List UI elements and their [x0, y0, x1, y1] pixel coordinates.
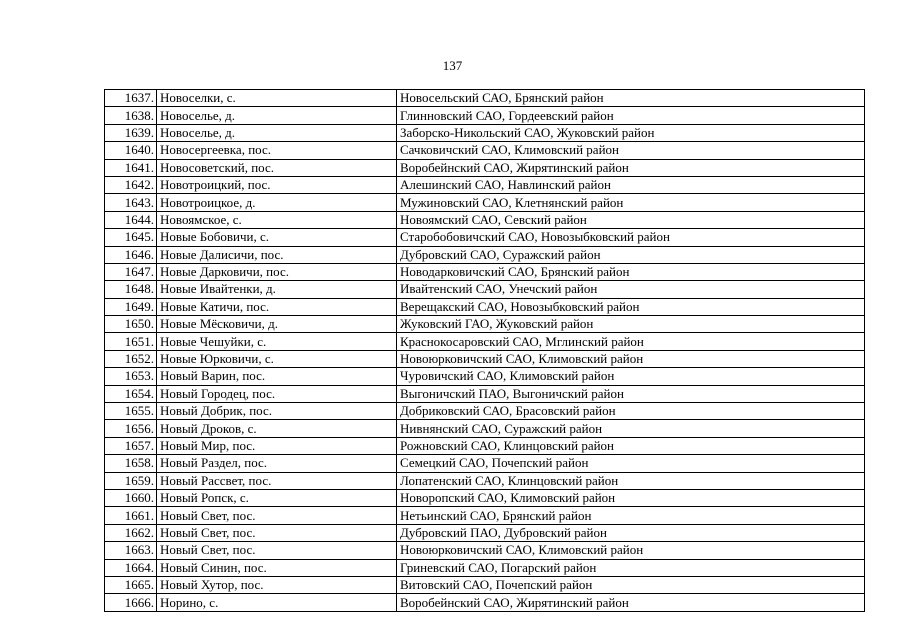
row-number-cell: 1643. — [105, 194, 157, 211]
settlement-name-cell: Новый Свет, пос. — [157, 507, 397, 524]
table-row — [105, 281, 865, 298]
administrative-unit-cell: Нетьинский САО, Брянский район — [397, 507, 865, 524]
administrative-unit-cell: Дубровский ПАО, Дубровский район — [397, 524, 865, 541]
table-row — [105, 176, 865, 193]
table-row — [105, 107, 865, 124]
row-number-cell: 1657. — [105, 437, 157, 454]
table-row — [105, 437, 865, 454]
table-row — [105, 90, 865, 107]
table-row — [105, 333, 865, 350]
settlement-name-cell: Новые Дарковичи, пос. — [157, 263, 397, 280]
settlement-name-cell: Новый Варин, пос. — [157, 368, 397, 385]
settlement-name-cell: Новые Чешуйки, с. — [157, 333, 397, 350]
row-number-cell: 1652. — [105, 350, 157, 367]
settlement-name-cell: Новые Далисичи, пос. — [157, 246, 397, 263]
table-row — [105, 142, 865, 159]
settlement-name-cell: Новый Городец, пос. — [157, 385, 397, 402]
settlements-table — [104, 89, 865, 612]
row-number-cell: 1640. — [105, 142, 157, 159]
row-number-cell: 1661. — [105, 507, 157, 524]
row-number-cell: 1646. — [105, 246, 157, 263]
administrative-unit-cell: Гриневский САО, Погарский район — [397, 559, 865, 576]
administrative-unit-cell: Витовский САО, Почепский район — [397, 576, 865, 593]
row-number-cell: 1658. — [105, 455, 157, 472]
settlement-name-cell: Новые Мёсковичи, д. — [157, 316, 397, 333]
row-number-cell: 1642. — [105, 176, 157, 193]
row-number-cell: 1666. — [105, 594, 157, 611]
table-row — [105, 124, 865, 141]
settlement-name-cell: Новоямское, с. — [157, 211, 397, 228]
administrative-unit-cell: Старобобовичский САО, Новозыбковский район — [397, 229, 865, 246]
administrative-unit-cell: Верещакский САО, Новозыбковский район — [397, 298, 865, 315]
row-number-cell: 1663. — [105, 542, 157, 559]
table-row — [105, 263, 865, 280]
table-row — [105, 211, 865, 228]
administrative-unit-cell: Новоюрковичский САО, Климовский район — [397, 350, 865, 367]
administrative-unit-cell: Рожновский САО, Клинцовский район — [397, 437, 865, 454]
administrative-unit-cell: Нивнянский САО, Суражский район — [397, 420, 865, 437]
settlement-name-cell: Новый Ропск, с. — [157, 489, 397, 506]
administrative-unit-cell: Ивайтенский САО, Унечский район — [397, 281, 865, 298]
administrative-unit-cell: Новоюрковичский САО, Климовский район — [397, 542, 865, 559]
page-number: 137 — [442, 58, 463, 73]
settlement-name-cell: Новотроицкое, д. — [157, 194, 397, 211]
table-row — [105, 507, 865, 524]
table-row — [105, 229, 865, 246]
table-row — [105, 455, 865, 472]
table-row — [105, 489, 865, 506]
row-number-cell: 1647. — [105, 263, 157, 280]
administrative-unit-cell: Семецкий САО, Почепский район — [397, 455, 865, 472]
table-row — [105, 420, 865, 437]
table-row — [105, 385, 865, 402]
settlement-name-cell: Новоселье, д. — [157, 107, 397, 124]
settlement-name-cell: Новые Катичи, пос. — [157, 298, 397, 315]
administrative-unit-cell: Воробейнский САО, Жирятинский район — [397, 594, 865, 611]
settlement-name-cell: Новый Мир, пос. — [157, 437, 397, 454]
settlement-name-cell: Новый Хутор, пос. — [157, 576, 397, 593]
administrative-unit-cell: Добриковский САО, Брасовский район — [397, 403, 865, 420]
table-row — [105, 576, 865, 593]
table-row — [105, 524, 865, 541]
administrative-unit-cell: Выгоничский ПАО, Выгоничский район — [397, 385, 865, 402]
row-number-cell: 1649. — [105, 298, 157, 315]
administrative-unit-cell: Новодарковичский САО, Брянский район — [397, 263, 865, 280]
row-number-cell: 1637. — [105, 90, 157, 107]
row-number-cell: 1653. — [105, 368, 157, 385]
table-row — [105, 350, 865, 367]
settlement-name-cell: Норино, с. — [157, 594, 397, 611]
settlement-name-cell: Новые Ивайтенки, д. — [157, 281, 397, 298]
settlement-name-cell: Новотроицкий, пос. — [157, 176, 397, 193]
settlement-name-cell: Новосергеевка, пос. — [157, 142, 397, 159]
administrative-unit-cell: Новоропский САО, Климовский район — [397, 489, 865, 506]
row-number-cell: 1644. — [105, 211, 157, 228]
settlement-name-cell: Новый Свет, пос. — [157, 524, 397, 541]
table-body — [105, 90, 865, 612]
settlement-name-cell: Новосоветский, пос. — [157, 159, 397, 176]
administrative-unit-cell: Глинновский САО, Гордеевский район — [397, 107, 865, 124]
administrative-unit-cell: Жуковский ГАО, Жуковский район — [397, 316, 865, 333]
row-number-cell: 1639. — [105, 124, 157, 141]
table-row — [105, 403, 865, 420]
settlement-name-cell: Новый Раздел, пос. — [157, 455, 397, 472]
row-number-cell: 1659. — [105, 472, 157, 489]
administrative-unit-cell: Мужиновский САО, Клетнянский район — [397, 194, 865, 211]
administrative-unit-cell: Воробейнский САО, Жирятинский район — [397, 159, 865, 176]
row-number-cell: 1645. — [105, 229, 157, 246]
table-row — [105, 559, 865, 576]
row-number-cell: 1660. — [105, 489, 157, 506]
row-number-cell: 1650. — [105, 316, 157, 333]
administrative-unit-cell: Лопатенский САО, Клинцовский район — [397, 472, 865, 489]
row-number-cell: 1665. — [105, 576, 157, 593]
row-number-cell: 1641. — [105, 159, 157, 176]
administrative-unit-cell: Дубровский САО, Суражский район — [397, 246, 865, 263]
settlement-name-cell: Новый Рассвет, пос. — [157, 472, 397, 489]
settlement-name-cell: Новый Дроков, с. — [157, 420, 397, 437]
administrative-unit-cell: Заборско-Никольский САО, Жуковский район — [397, 124, 865, 141]
settlement-name-cell: Новоселье, д. — [157, 124, 397, 141]
settlement-name-cell: Новый Синин, пос. — [157, 559, 397, 576]
settlement-name-cell: Новый Свет, пос. — [157, 542, 397, 559]
settlement-name-cell: Новые Бобовичи, с. — [157, 229, 397, 246]
table-row — [105, 542, 865, 559]
table-row — [105, 298, 865, 315]
row-number-cell: 1656. — [105, 420, 157, 437]
administrative-unit-cell: Сачковичский САО, Климовский район — [397, 142, 865, 159]
table-row — [105, 368, 865, 385]
table-row — [105, 246, 865, 263]
row-number-cell: 1655. — [105, 403, 157, 420]
table-row — [105, 472, 865, 489]
administrative-unit-cell: Новоямский САО, Севский район — [397, 211, 865, 228]
settlement-name-cell: Новые Юрковичи, с. — [157, 350, 397, 367]
administrative-unit-cell: Чуровичский САО, Климовский район — [397, 368, 865, 385]
table-row — [105, 594, 865, 611]
row-number-cell: 1654. — [105, 385, 157, 402]
settlement-name-cell: Новоселки, с. — [157, 90, 397, 107]
table-row — [105, 159, 865, 176]
row-number-cell: 1662. — [105, 524, 157, 541]
settlement-name-cell: Новый Добрик, пос. — [157, 403, 397, 420]
administrative-unit-cell: Алешинский САО, Навлинский район — [397, 176, 865, 193]
administrative-unit-cell: Краснокосаровский САО, Мглинский район — [397, 333, 865, 350]
row-number-cell: 1664. — [105, 559, 157, 576]
row-number-cell: 1651. — [105, 333, 157, 350]
row-number-cell: 1638. — [105, 107, 157, 124]
administrative-unit-cell: Новосельский САО, Брянский район — [397, 90, 865, 107]
table-row — [105, 194, 865, 211]
table-row — [105, 316, 865, 333]
row-number-cell: 1648. — [105, 281, 157, 298]
